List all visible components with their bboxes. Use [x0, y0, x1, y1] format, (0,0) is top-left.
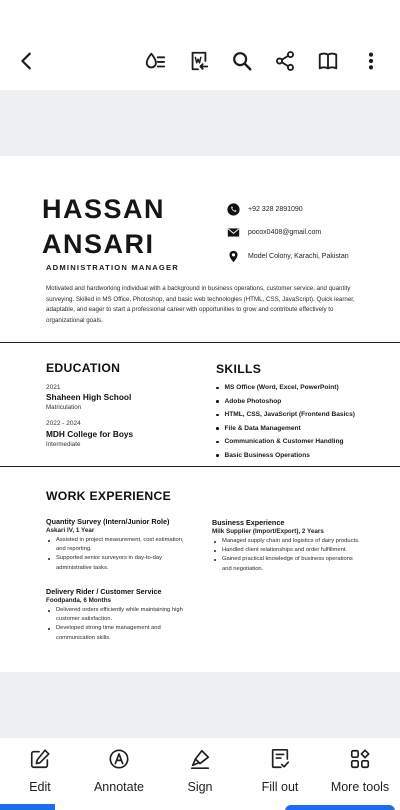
ink-drop-list-icon[interactable]	[140, 46, 170, 76]
email-text: pocox0408@gmail.com	[248, 228, 322, 236]
education-level: Matriculation	[46, 404, 82, 411]
sign-pen-icon	[189, 748, 211, 770]
job-bullet: Delivered orders efficiently while maintaining high customer satisfaction.	[46, 606, 191, 624]
skill-item: File & Data Management	[216, 422, 355, 436]
annotate-icon	[108, 748, 130, 770]
fill-out-label: Fill out	[261, 780, 299, 794]
job-company: Foodpanda, 6 Months	[46, 597, 112, 604]
job-bullet: Gained practical knowledge of business operations and negotiation.	[212, 555, 362, 573]
sign-button[interactable]	[160, 748, 240, 794]
edit-pencil-icon	[29, 748, 51, 770]
accent-bar	[0, 804, 55, 810]
word-convert-icon[interactable]	[184, 46, 214, 76]
more-tools-grid-icon	[349, 748, 371, 770]
accent-bar	[285, 805, 395, 810]
job-bullet-list	[46, 606, 191, 643]
annotate-button[interactable]	[79, 748, 159, 794]
job-title: Business Experience	[212, 518, 285, 527]
skill-item: HTML, CSS, JavaScript (Frontend Basics)	[216, 408, 355, 422]
skill-item: Adobe Photoshop	[216, 395, 355, 409]
first-name: HASSAN	[42, 194, 166, 224]
job-bullet: Assisted in project measurement, cost estimation, and reporting.	[46, 536, 186, 554]
last-name: ANSARI	[42, 229, 155, 259]
phone-row	[226, 202, 303, 216]
job-bullet: Developed strong time management and communication skills.	[46, 624, 191, 642]
skill-item: MS Office (Word, Excel, PowerPoint)	[216, 381, 355, 395]
education-level: Intermediate	[46, 441, 81, 448]
job-bullet: Handled client relationships and order fulfillment.	[212, 546, 362, 555]
job-title: Quantity Survey (Intern/Junior Role)	[46, 517, 170, 526]
job-bullet-list	[46, 536, 186, 573]
sign-label: Sign	[187, 780, 213, 794]
skill-item: Basic Business Operations	[216, 449, 355, 463]
job-bullet: Managed supply chain and logistics of dairy products.	[212, 537, 362, 546]
work-experience-heading: WORK EXPERIENCE	[46, 489, 172, 503]
job-bullet: Supported senior surveyors in day-to-day administrative tasks.	[46, 554, 186, 572]
skills-list	[216, 381, 355, 462]
education-school: MDH College for Boys	[46, 429, 134, 439]
job-title: Delivery Rider / Customer Service	[46, 587, 162, 596]
education-school: Shaheen High School	[46, 392, 132, 402]
more-vertical-icon[interactable]	[356, 46, 386, 76]
top-toolbar	[0, 0, 400, 90]
skills-heading: SKILLS	[216, 362, 262, 376]
location-pin-icon	[226, 249, 240, 263]
education-year: 2022 - 2024	[46, 420, 81, 427]
share-icon[interactable]	[270, 46, 300, 76]
education-year: 2021	[46, 384, 61, 391]
search-icon[interactable]	[227, 46, 257, 76]
resume-page[interactable]	[0, 156, 400, 672]
bottom-toolbar	[0, 738, 400, 810]
annotate-label: Annotate	[93, 780, 145, 794]
phone-icon	[226, 202, 240, 216]
skill-item: Communication & Customer Handling	[216, 435, 355, 449]
job-role: ADMINISTRATION MANAGER	[46, 263, 179, 272]
job-company: Milk Supplier (Import/Export), 2 Years	[212, 528, 324, 535]
address-text: Model Colony, Karachi, Pakistan	[248, 252, 349, 260]
summary-paragraph: Motivated and hardworking individual with a background in business operations, customer service, and quantity surveying. Skilled in MS Office, Photoshop, and basic web technologies (HTML, CSS, JavaScript). Quick learner, adaptable, and eager to start a professional career with opportunities to grow and contribute effectively to organizational goals.	[46, 285, 355, 324]
edit-button[interactable]	[0, 748, 80, 794]
back-arrow-icon[interactable]	[12, 46, 42, 76]
job-bullet-list	[212, 537, 362, 574]
more-tools-button[interactable]	[320, 748, 400, 794]
page-gap-bottom	[0, 672, 400, 738]
phone-text: +92 328 2891090	[248, 205, 303, 213]
more-tools-label: More tools	[330, 780, 390, 794]
fill-out-form-icon	[269, 748, 291, 770]
divider	[0, 466, 400, 467]
job-company: Askari IV, 1 Year	[46, 527, 95, 534]
address-row	[226, 249, 349, 263]
book-icon[interactable]	[313, 46, 343, 76]
fill-out-button[interactable]	[240, 748, 320, 794]
email-icon	[226, 225, 240, 239]
divider	[0, 342, 400, 343]
email-row	[226, 225, 321, 239]
education-heading: EDUCATION	[46, 361, 121, 375]
page-gap-top	[0, 90, 400, 156]
edit-label: Edit	[29, 780, 51, 794]
